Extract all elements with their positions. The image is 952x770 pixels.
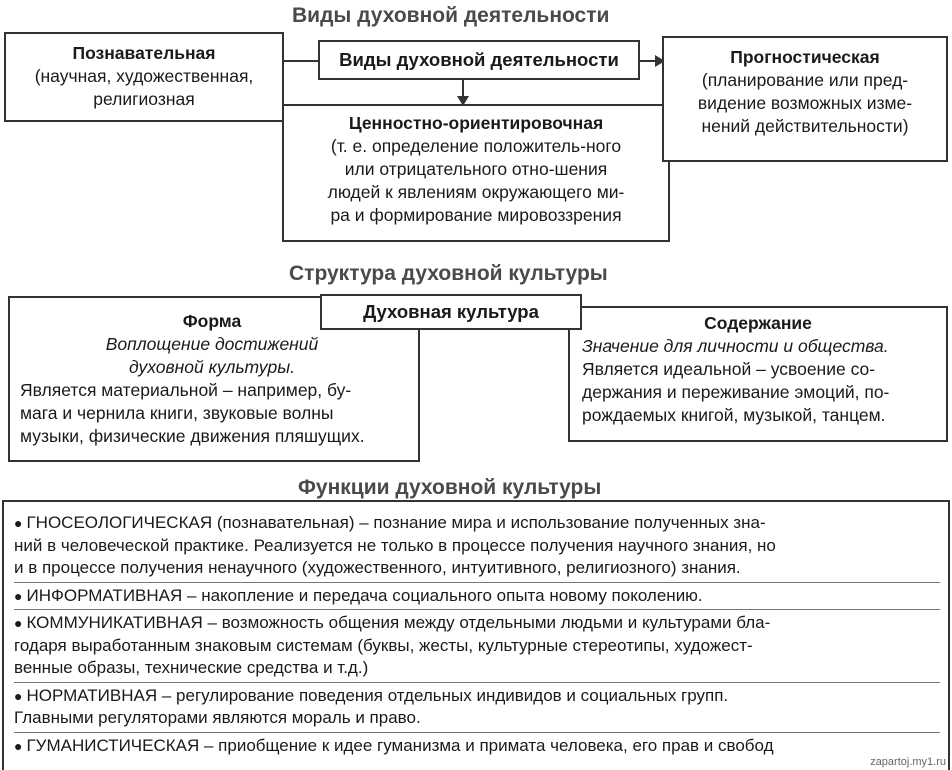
bullet-icon: ● <box>14 687 23 704</box>
form-heading: Форма <box>182 311 242 331</box>
cognitive-line-2: религиозная <box>93 89 195 109</box>
function-normative <box>14 685 940 730</box>
form-line-3: музыки, физические движения пляшущих. <box>20 426 365 446</box>
function-normative-line-2: Главными регуляторами являются мораль и право. <box>14 708 421 727</box>
function-communicative-name: КОММУНИКАТИВНАЯ <box>26 613 203 632</box>
content-line-1: Является идеальной – усвоение со- <box>582 359 876 379</box>
cognitive-heading: Познавательная <box>72 43 216 63</box>
prognostic-line-3: нений действительности) <box>701 116 909 136</box>
value-line-2: или отрицательного отно-шения <box>344 159 608 179</box>
content-line-3: рождаемых книгой, музыкой, танцем. <box>582 405 886 425</box>
section2-title: Структура духовной культуры <box>289 262 608 285</box>
function-gnoseological-line-2: ний в человеческой практике. Реализуется не только в процессе получения научного знания, но <box>14 535 776 555</box>
section1-title: Виды духовной деятельности <box>292 4 610 27</box>
form-italic-1: Воплощение достижений <box>105 334 319 354</box>
divider <box>14 682 940 683</box>
section2-center-label: Духовная культура <box>363 301 539 322</box>
value-line-4: ра и формирование мировоззрения <box>330 205 622 225</box>
value-heading: Ценностно-ориентировочная <box>348 113 604 133</box>
divider <box>14 609 940 610</box>
function-informative-name: ИНФОРМАТИВНАЯ <box>26 585 183 605</box>
function-normative-line-1: – регулирование поведения отдельных индивидов и социальных групп. <box>161 685 729 705</box>
function-humanistic <box>14 735 940 758</box>
form-line-2: мага и чернила книги, звуковые волны <box>20 403 334 423</box>
value-line-3: людей к явлениям окружающего ми- <box>327 182 625 202</box>
function-informative-line-1: – накопление и передача социального опыта новому поколению. <box>187 585 703 605</box>
function-gnoseological <box>14 512 940 580</box>
section3-title: Функции духовной культуры <box>298 476 602 499</box>
function-informative <box>14 585 940 608</box>
function-humanistic-name: ГУМАНИСТИЧЕСКАЯ <box>26 735 200 755</box>
prognostic-heading: Прогностическая <box>730 47 880 67</box>
function-communicative-line-1: – возможность общения между отдельными людьми и культурами бла- <box>207 613 771 632</box>
divider <box>14 582 940 583</box>
value-box <box>282 104 670 242</box>
cognitive-line-1: (научная, художественная, <box>34 66 254 86</box>
function-communicative-line-2: годаря выработанным знаковым системам (буквы, жесты, культурные стереотипы, художест- <box>14 635 753 655</box>
content-line-2: держания и переживание эмоций, по- <box>582 382 890 402</box>
function-gnoseological-line-3: и в процессе получения ненаучного (художественного, интуитивного, религиозного) знания. <box>14 558 741 577</box>
connector-left <box>280 60 320 62</box>
value-line-1: (т. е. определение положитель-ного <box>330 136 622 156</box>
bullet-icon: ● <box>14 515 23 531</box>
section1-center-box <box>318 40 640 80</box>
section2-center-box <box>320 294 582 330</box>
function-gnoseological-line-1: (познавательная) – познание мира и использование полученных зна- <box>216 513 766 532</box>
bullet-icon: ● <box>14 587 23 604</box>
function-humanistic-line-1: – приобщение к идее гуманизма и примата человека, его прав и свобод <box>203 735 774 755</box>
function-communicative-line-3: венные образы, технические средства и т.д.) <box>14 658 369 677</box>
content-italic-1: Значение для личности и общества. <box>582 336 889 356</box>
content-box <box>568 306 948 442</box>
prognostic-box <box>662 36 948 162</box>
content-heading: Содержание <box>704 313 812 333</box>
section1-center-label: Виды духовной деятельности <box>339 49 619 70</box>
prognostic-line-1: (планирование или пред- <box>701 70 909 90</box>
form-italic-2: духовной культуры. <box>129 357 295 377</box>
cognitive-box <box>4 32 284 122</box>
divider <box>14 732 940 733</box>
bullet-icon: ● <box>14 737 23 754</box>
form-line-1: Является материальной – например, бу- <box>20 380 352 400</box>
function-normative-name: НОРМАТИВНАЯ <box>26 685 158 705</box>
function-gnoseological-name: ГНОСЕОЛОГИЧЕСКАЯ <box>26 513 213 532</box>
function-communicative <box>14 612 940 680</box>
prognostic-line-2: видение возможных изме- <box>697 93 913 113</box>
watermark: zapartoj.my1.ru <box>870 756 946 768</box>
bullet-icon: ● <box>14 615 23 631</box>
functions-box <box>2 500 950 770</box>
